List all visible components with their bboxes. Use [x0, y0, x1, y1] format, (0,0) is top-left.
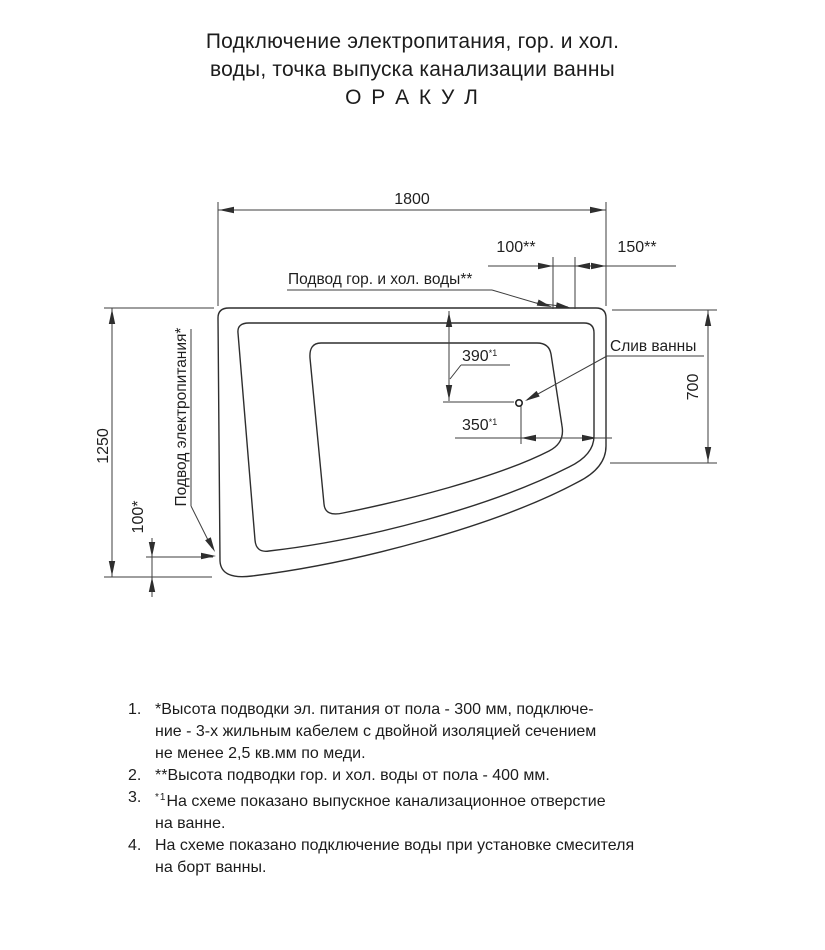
note-text: На схеме показано подключение воды при установке смесителя на борт ванны. [155, 837, 635, 876]
note-number: 4. [128, 837, 142, 854]
dim-right-side-label: 700 [685, 373, 702, 401]
dim-drain-from-side-label: 350$^{*1}$ [462, 417, 498, 434]
bathtub-outline [218, 308, 606, 577]
dim-water-spacing-label: 100** [496, 239, 536, 256]
dim-water-to-edge-label: 150** [617, 239, 657, 256]
dim-electric-offset-label: 100* [130, 500, 147, 534]
dim-width-label: 1800 [394, 191, 430, 208]
note-number: 1. [128, 701, 142, 718]
drain-callout [516, 338, 704, 406]
drain-label: Слив ванны [610, 338, 697, 355]
note-number: 2. [128, 767, 142, 784]
note-number: 3. [128, 789, 142, 806]
drain-point-marker [516, 400, 522, 406]
note-3 [128, 787, 708, 835]
water-supply-label: Подвод гор. и хол. воды** [288, 271, 473, 288]
note-4 [128, 835, 708, 879]
dim-height-label: 1250 [95, 428, 112, 464]
note-1 [128, 699, 708, 765]
model-name: О Р А К У Л [345, 86, 480, 109]
note-footnote-mark: *1 [155, 792, 167, 803]
note-2 [128, 765, 708, 787]
dim-electric-offset [130, 501, 216, 597]
dim-water-offsets [488, 239, 676, 309]
dim-height-1250 [95, 308, 214, 577]
tub-rim-inner-edge [238, 323, 594, 551]
dim-right-side-700 [610, 310, 717, 463]
notes-block [128, 699, 708, 879]
note-text: **Высота подводки гор. и хол. воды от пола - 400 мм. [155, 767, 550, 784]
tub-basin-edge [310, 343, 563, 514]
title-line-2: воды, точка выпуска канализации ванны [210, 58, 615, 81]
note-text: *Высота подводки эл. питания от пола - 300 мм, подключе- ние - 3-х жильным кабелем с двойной изоляцией сечением не менее 2,5 кв.мм по меди. [155, 701, 597, 762]
water-supply-callout [287, 271, 572, 311]
electric-supply-label: Подвод электропитания* [173, 327, 190, 507]
title-line-1: Подключение электропитания, гор. и хол. [205, 30, 620, 53]
dim-drain-from-top-label: 390$^{*1}$ [462, 348, 498, 365]
tub-outer-edge [218, 308, 606, 577]
electric-supply-callout [173, 328, 218, 554]
note-text: $^{*1}$На схеме показано выпускное канализационное отверстие на ванне. [155, 792, 606, 832]
dim-drain-from-side [455, 405, 612, 444]
dim-drain-from-top [443, 311, 514, 402]
dim-width-1800 [218, 191, 606, 306]
